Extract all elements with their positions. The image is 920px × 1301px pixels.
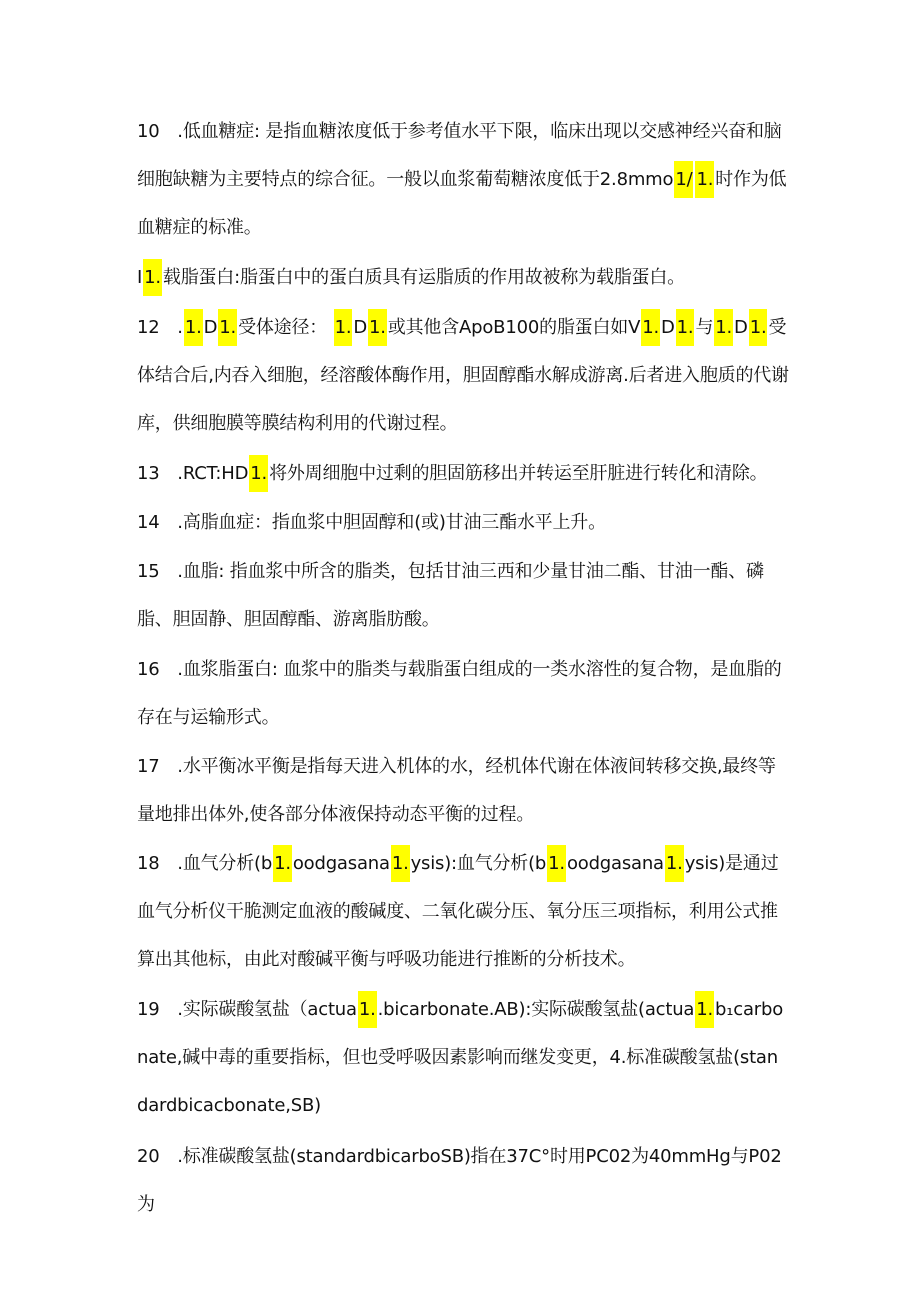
highlighted-text: 1.: [334, 309, 353, 346]
text-run: 与: [695, 317, 714, 338]
text-run: ysis)是通过血气分析仪干脆测定血液的酸碱度、二氧化碳分压、氧分压三项指标，利用公式推算出其他标，由此对酸碱平衡与呼吸功能进行推断的分析技术。: [137, 853, 779, 970]
text-run: 12 .: [137, 317, 183, 338]
highlighted-text: 1.: [143, 259, 162, 296]
highlighted-text: 1.: [695, 161, 714, 198]
text-run: D: [660, 317, 675, 338]
text-run: I: [137, 267, 143, 288]
text-run: ysis):血气分析(b: [410, 853, 547, 874]
text-run: D: [734, 317, 748, 338]
text-run: 将外周细胞中过剩的胆固筋移出并转运至肝脏进行转化和清除。: [269, 463, 768, 484]
definition-20: [137, 1133, 789, 1229]
definition-16: [137, 646, 789, 742]
text-run: 16 .血浆脂蛋白: 血浆中的脂类与载脂蛋白组成的一类水溶性的复合物，是血脂的存在与运输形式。: [137, 659, 782, 728]
text-run: oodgasana: [566, 853, 664, 874]
definition-17: [137, 743, 789, 839]
definition-19: [137, 986, 789, 1130]
text-run: oodgasana: [292, 853, 390, 874]
highlighted-text: 1.: [368, 309, 387, 346]
highlighted-text: 1.: [714, 309, 733, 346]
text-run: 20 .标准碳酸氢盐(standardbicarboSB)指在37C°时用PC02为40mmHg与P02为: [137, 1146, 782, 1215]
text-run: 受体结合后,内吞入细胞，经溶酸体酶作用，胆固醇酯水解成游离.后者进入胞质的代谢库，供细胞膜等膜结构利用的代谢过程。: [137, 317, 789, 434]
highlighted-text: 1.: [695, 991, 714, 1028]
text-run: D: [353, 317, 368, 338]
highlighted-text: 1.: [676, 309, 695, 346]
highlighted-text: 1.: [358, 991, 377, 1028]
text-run: .bicarbonate.AB):实际碳酸氢盐(actua: [377, 999, 695, 1020]
text-run: D: [203, 317, 218, 338]
definition-13: [137, 450, 789, 498]
definition-10: [137, 108, 789, 252]
text-run: 13 .RCT:HD: [137, 463, 249, 484]
highlighted-text: 1.: [547, 845, 566, 882]
text-run: 载脂蛋白:脂蛋白中的蛋白质具有运脂质的作用故被称为载脂蛋白。: [162, 267, 685, 288]
text-run: 时作为低血糖症的标准。: [137, 169, 787, 238]
highlighted-text: 1.: [218, 309, 237, 346]
text-run: 10 .低血糖症: 是指血糖浓度低于参考值水平下限，临床出现以交感神经兴奋和脑细胞缺糖为主要特点的综合征。一般以血浆葡萄糖浓度低于2.8mmo: [137, 121, 782, 190]
text-run: 19 .实际碳酸氢盐（actua: [137, 999, 357, 1020]
definition-12: [137, 304, 789, 448]
highlighted-text: 1.: [641, 309, 660, 346]
highlighted-text: 1.: [665, 845, 684, 882]
highlighted-text: 1.: [249, 455, 268, 492]
highlighted-text: 1.: [391, 845, 410, 882]
text-run: 或其他含ApoB100的脂蛋白如V: [387, 317, 641, 338]
definition-11: [137, 254, 789, 302]
definition-14: [137, 499, 789, 547]
highlighted-text: 1.: [184, 309, 203, 346]
definition-18: [137, 840, 789, 984]
text-run: 受体途径：: [238, 317, 333, 338]
text-run: 15 .血脂: 指血浆中所含的脂类，包括甘油三西和少量甘油二酯、甘油一酯、磷脂、胆固静、胆固醇酯、游离脂肪酸。: [137, 561, 764, 630]
highlighted-text: 1/: [674, 161, 693, 198]
text-run: 18 .血气分析(b: [137, 853, 273, 874]
text-run: 14 .高脂血症：指血浆中胆固醇和(或)甘油三酯水平上升。: [137, 512, 606, 533]
text-run: b₁carbonate,碱中毒的重要指标，但也受呼吸因素影响而继发变更，4.标准碳酸氢盐(standardbicacbonate,SB): [137, 999, 784, 1116]
highlighted-text: 1.: [273, 845, 292, 882]
text-run: 17 .水平衡冰平衡是指每天进入机体的水，经机体代谢在体液间转移交换,最终等量地排出体外,使各部分体液保持动态平衡的过程。: [137, 756, 776, 825]
highlighted-text: 1.: [749, 309, 768, 346]
definition-15: [137, 548, 789, 644]
